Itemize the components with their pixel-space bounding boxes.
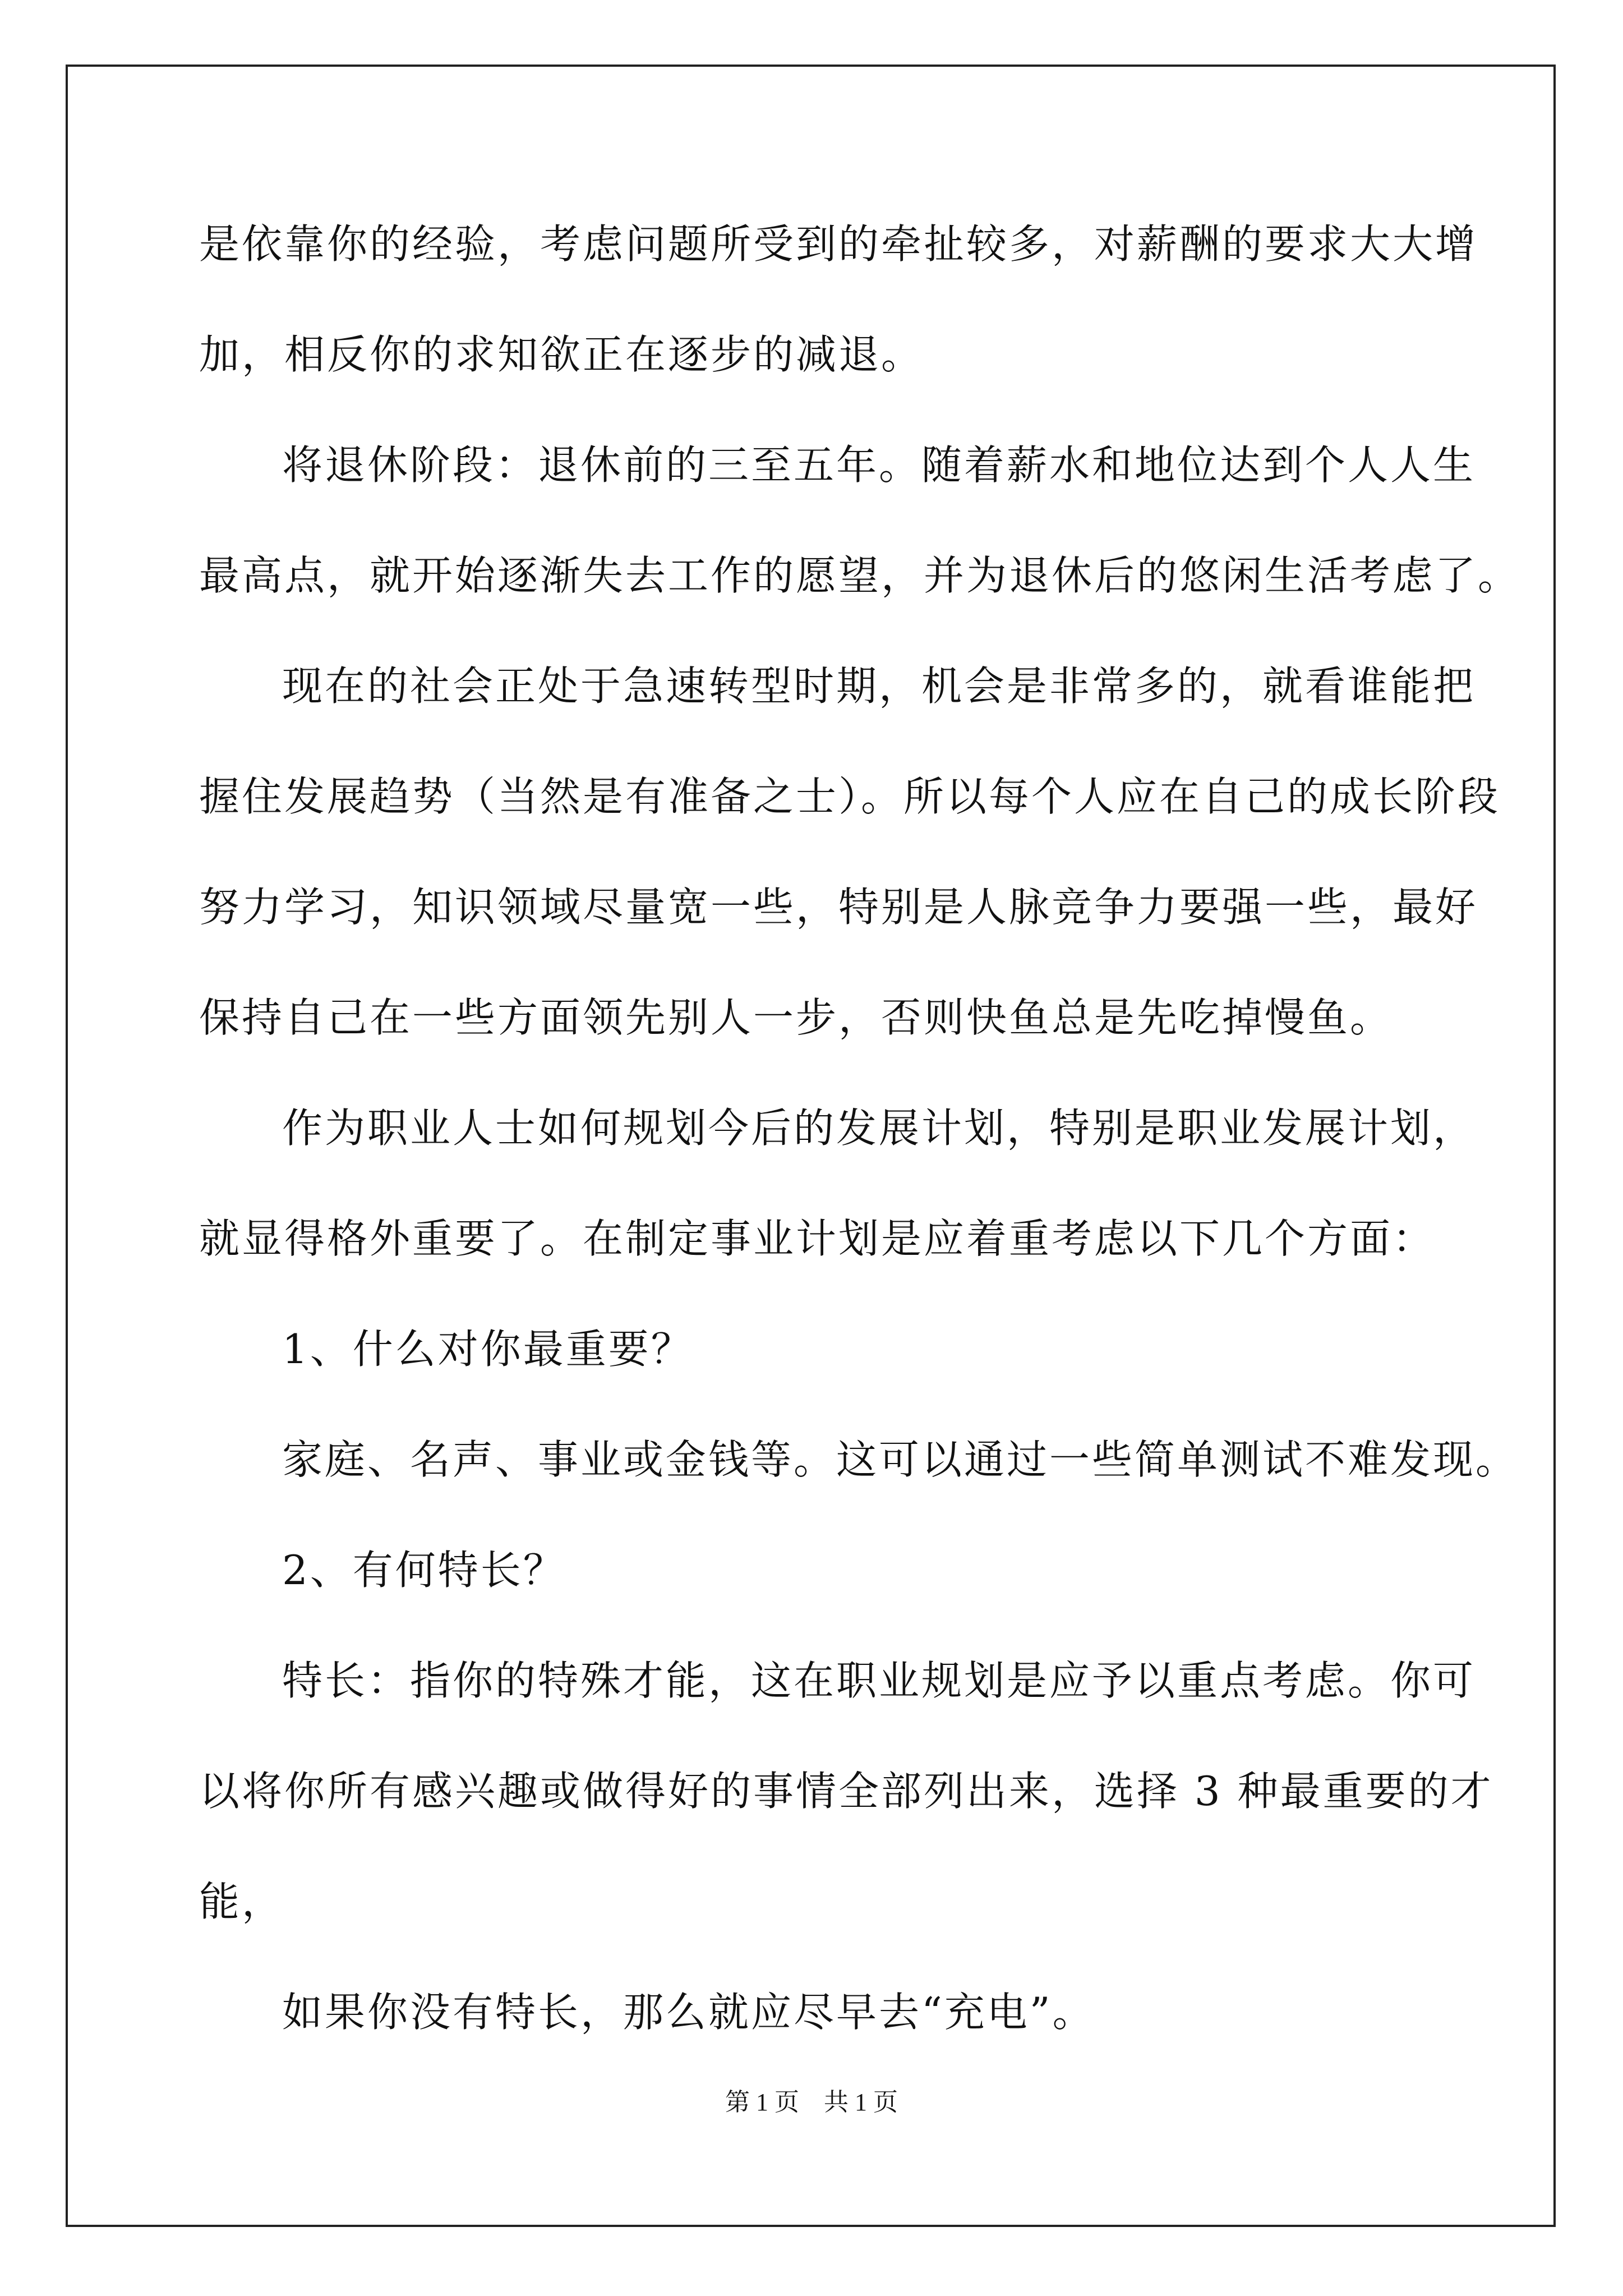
text-line: 加，相反你的求知欲正在逐步的减退。 [199, 331, 924, 378]
text-line: 保持自己在一些方面领先别人一步，否则快鱼总是先吃掉慢鱼。 [199, 994, 1393, 1041]
text-line: 努力学习，知识领域尽量宽一些，特别是人脉竞争力要强一些，最好 [199, 884, 1478, 931]
text-line: 特长：指你的特殊才能，这在职业规划是应予以重点考虑。你可 [282, 1657, 1476, 1704]
text-line: 能， [199, 1878, 285, 1925]
text-line: 以将你所有感兴趣或做得好的事情全部列出来，选择 3 种最重要的才 [199, 1768, 1493, 1815]
text-line: 就显得格外重要了。在制定事业计划是应着重考虑以下几个方面： [199, 1215, 1436, 1262]
page-footer: 第 1 页 共 1 页 [725, 2088, 898, 2116]
list-heading: 2、有何特长？ [282, 1547, 566, 1594]
text-line: 是依靠你的经验，考虑问题所受到的牵扯较多，对薪酬的要求大大增 [199, 220, 1478, 268]
text-line: 将退休阶段：退休前的三至五年。随着薪水和地位达到个人人生 [282, 441, 1476, 489]
text-line: 现在的社会正处于急速转型时期，机会是非常多的，就看谁能把 [282, 662, 1476, 710]
text-line: 如果你没有特长，那么就应尽早去“充电”。 [282, 1989, 1095, 2036]
text-line: 作为职业人士如何规划今后的发展计划，特别是职业发展计划， [282, 1105, 1476, 1152]
text-line: 最高点，就开始逐渐失去工作的愿望，并为退休后的悠闲生活考虑了。 [199, 552, 1521, 599]
list-heading: 1、什么对你最重要？ [282, 1326, 694, 1373]
text-line: 家庭、名声、事业或金钱等。这可以通过一些简单测试不难发现。 [282, 1436, 1519, 1483]
text-line: 握住发展趋势（当然是有准备之士）。所以每个人应在自己的成长阶段 [199, 773, 1501, 820]
